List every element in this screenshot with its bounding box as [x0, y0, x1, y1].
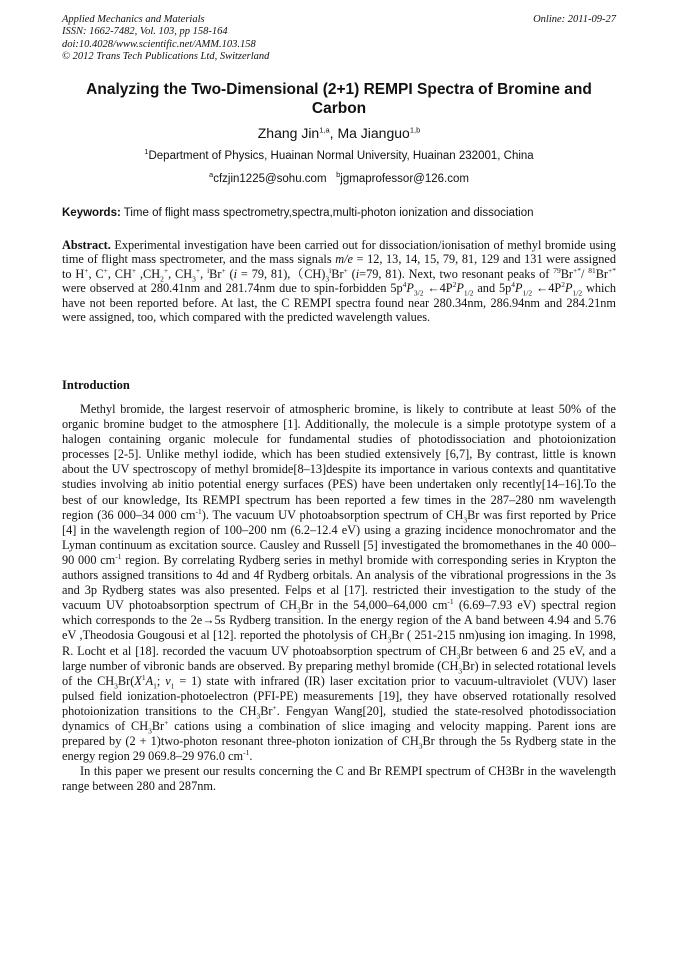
sup: +: [103, 265, 108, 275]
abstract-text: = 79, 81),（CH): [237, 266, 326, 281]
intro-text: cations using a combination of slice imaging and velocity mapping. Parent ions are prepared by (2 + 1)two-photon resonant three-photon ionization of CH: [62, 718, 616, 749]
intro-text: Br ( 251-215 nm)using ion imaging. In 1998, R. Locht et al [18]. recorded the vacuum UV photoabsorption spectrum of CH: [62, 628, 617, 658]
abstract-text: Br: [209, 266, 222, 281]
journal-issn: ISSN: 1662-7482, Vol. 103, pp 158-164: [62, 26, 228, 38]
abstract-text: and 5p: [473, 281, 512, 296]
intro-text: = 1) state with infrared (IR) laser excitation prior to vacuum-ultraviolet (VUV) laser pulsed field ionization-photoelectron (PFI-PE) measurements [19], they have observed rotationally resolved photoionization transitions to the CH: [62, 673, 616, 718]
author-2: Ma Jianguo: [337, 125, 410, 141]
sup: +*: [608, 265, 617, 275]
italic-p: P: [515, 281, 523, 296]
intro-text: Br was first reported by Price [4] in the wavelength region of 100–200 nm (6.2–12.4 eV) using a grazing incidence monochromator and the Lyman continuum as excitation source. Causley and Russell [5] investigated the bromomethanes in the 40 000–90 000 cm: [62, 507, 616, 567]
intro-text: Br) in selected rotational levels of the CH: [62, 658, 616, 688]
abstract-text: which have not been reported before. At last, the C REMPI spectra found near 280.34nm, 286.94nm and 284.21nm were assigned, too, which compared with the predicted wavelength values.: [62, 281, 617, 325]
sub: 1/2: [522, 288, 533, 298]
author-line: [62, 124, 616, 142]
abstract-text: Br: [560, 266, 573, 281]
intro-text: ). The vacuum UV photoabsorption spectrum of CH: [201, 507, 464, 522]
sup: 2: [561, 280, 565, 290]
sub: 3: [297, 605, 301, 615]
intro-text: Br in the 54,000–64,000 cm: [300, 598, 448, 613]
sub: 3: [418, 741, 423, 751]
author-emails: [62, 172, 616, 186]
sub: 3: [463, 515, 468, 525]
author-separator: ,: [329, 125, 338, 141]
affiliation: [62, 149, 616, 163]
sup: +: [163, 265, 169, 275]
email-b-marker: b: [336, 170, 341, 180]
sup: +: [164, 717, 169, 727]
email-a-marker: a: [209, 170, 214, 180]
sub: 3: [325, 274, 330, 284]
abstract-text: Br: [331, 266, 344, 281]
italic-i: i: [233, 266, 238, 281]
sub: 3: [456, 650, 461, 660]
journal-doi: doi:10.4028/www.scientific.net/AMM.103.158: [62, 38, 256, 50]
introduction-heading: Introduction: [62, 378, 130, 392]
keywords-label: Keywords:: [62, 207, 121, 219]
sup: i: [207, 265, 210, 275]
sup: +: [195, 265, 201, 275]
sup: 1: [141, 672, 146, 682]
sup: 4: [511, 280, 515, 290]
abstract-text: ←4P: [532, 281, 562, 296]
abstract-text: =79, 81). Next, two resonant peaks of: [359, 266, 554, 281]
sub: 3: [458, 666, 463, 676]
sub: 3: [114, 681, 118, 691]
intro-text: .: [249, 749, 253, 764]
italic-p: P: [456, 281, 464, 296]
author-1-affil: 1,a: [319, 125, 330, 135]
abstract-text: ,CH: [136, 266, 161, 281]
italic-v: v: [165, 673, 171, 688]
sup: +: [221, 265, 226, 275]
abstract-text: , CH: [107, 266, 132, 281]
intro-text: . Fengyan Wang[20], studied the state-resolved photodissociation dynamics of CH: [62, 703, 616, 733]
sup: 2: [452, 280, 457, 290]
sup: i: [329, 265, 332, 275]
journal-copyright: © 2012 Trans Tech Publications Ltd, Switzerland: [62, 51, 270, 63]
intro-text: Methyl bromide, the largest reservoir of atmospheric bromine, is likely to contribute at least 50% of the organic bromine budget to the atmosphere [1]. Additionally, the molecule is a simple prototype system of a halogen containing organic molecule for fundamental studies of photodissociation and photoionization processes [2-5]. Unlike methyl iodide, which has been studied extensively [6,7], By contrast, little is known about the UV spectroscopy of methyl bromide[8–13]despite its importance in various contexts and quantitative studies involving ab initio potential energy surfaces (PES) have been undertaken only recently[14–16].To the best of our knowledge, Its REMPI spectrum has been reported a few times in the 287–280 nm wavelength region (36 000–34 000 cm: [62, 402, 616, 522]
sub: 3: [192, 274, 196, 284]
abstract-text: = 12, 13, 14, 15, 79, 81, 129 and 131 were assigned to H: [62, 252, 617, 281]
italic-a: A: [145, 673, 154, 688]
sup: -1: [243, 748, 250, 758]
italic-p: P: [406, 281, 414, 296]
keywords-text: Time of flight mass spectrometry,spectra,multi-photon ionization and dissociation: [120, 207, 534, 219]
intro-text: ;: [156, 673, 166, 688]
sup: -1: [115, 551, 122, 561]
sub: 3/2: [413, 288, 424, 298]
italic-i: i: [355, 266, 360, 281]
italic-p: P: [565, 281, 573, 296]
sub: 1: [170, 681, 175, 691]
abstract-label: Abstract.: [62, 238, 111, 252]
sup: 79: [553, 265, 561, 275]
journal-name: Applied Mechanics and Materials: [62, 14, 205, 25]
sub: 2: [160, 274, 164, 284]
sup: +*: [572, 265, 581, 275]
keywords: [62, 206, 616, 220]
intro-paragraph-1: [62, 402, 616, 764]
sup: +: [131, 265, 137, 275]
abstract-text: Br: [595, 266, 609, 281]
sub: 1/2: [463, 288, 474, 298]
sup: 81: [588, 265, 596, 275]
abstract-text: Experimental investigation have been carried out for dissociation/ionisation of methyl bromide using time of flight mass spectrometer, and the mass signals: [62, 238, 616, 267]
abstract: [62, 238, 616, 324]
abstract-text: ←4P: [423, 281, 453, 296]
abstract-me: m/e: [335, 252, 353, 267]
intro-paragraph-2: In this paper we present our results concerning the C and Br REMPI spectrum of CH3Br in the wavelength range between 280 and 287nm.: [62, 764, 616, 794]
sub: 3: [148, 726, 152, 736]
sup: +: [343, 265, 348, 275]
journal-header: [62, 14, 616, 64]
author-2-affil: 1,b: [409, 125, 421, 135]
intro-text: Br: [151, 718, 165, 733]
abstract-text: (: [225, 266, 234, 281]
sup: +: [272, 702, 277, 712]
email-a[interactable]: cfzjin1225@sohu.com: [213, 173, 327, 185]
sup: +: [84, 265, 89, 275]
intro-text: (6.69–7.93 eV) spectral region which corresponds to the 2e→5s Rydberg transition. In the energy region of the A band between 4.94 and 5.76 eV ,Theodosia Gougousi et al [12]. reported the photolysis of CH: [62, 598, 616, 643]
sup: -1: [195, 506, 202, 516]
email-b[interactable]: jgmaprofessor@126.com: [340, 173, 469, 185]
intro-text: Br(: [117, 673, 135, 688]
sub: 3: [387, 635, 392, 645]
affiliation-text: Department of Physics, Huainan Normal University, Huainan 232001, China: [148, 150, 534, 162]
italic-x: X: [134, 673, 142, 688]
author-1: Zhang Jin: [257, 125, 320, 141]
abstract-text: (: [347, 266, 356, 281]
sup: -1: [447, 597, 454, 607]
affiliation-number: 1: [144, 147, 149, 157]
sub: 1/2: [572, 288, 583, 298]
intro-text: Br through the 5s Rydberg state in the energy region 29 069.8–29 976.0 cm: [62, 734, 616, 764]
abstract-text: , CH: [168, 266, 193, 281]
abstract-text: were observed at 280.41nm and 281.74nm due to spin-forbidden 5p: [62, 281, 403, 296]
sub: 3: [256, 711, 261, 721]
online-date: Online: 2011-09-27: [533, 14, 616, 25]
intro-text: Br: [260, 703, 273, 718]
abstract-text: ,: [200, 266, 208, 281]
sub: 1: [153, 681, 157, 691]
abstract-text: , C: [88, 266, 104, 281]
intro-text: Br between 6 and 25 eV, and a large number of vibronic bands are observed. By preparing methyl bromide (CH: [62, 643, 616, 673]
sup: 4: [402, 280, 407, 290]
intro-text: region. By correlating Rydberg series in methyl bromide with corresponding series in Krypton the authors assigned transitions to 4d and 4f Rydberg orbitals. An analysis of the vibrational progressions in the 3s and 3p Rydberg states was also presented. Felps et al [17]. restricted their investigation to the study of the vacuum UV photoabsorption spectrum of CH: [62, 552, 617, 613]
abstract-text: /: [580, 266, 589, 281]
paper-title: Analyzing the Two-Dimensional (2+1) REMPI Spectra of Bromine and Carbon: [86, 81, 592, 117]
introduction-body: [62, 402, 616, 794]
